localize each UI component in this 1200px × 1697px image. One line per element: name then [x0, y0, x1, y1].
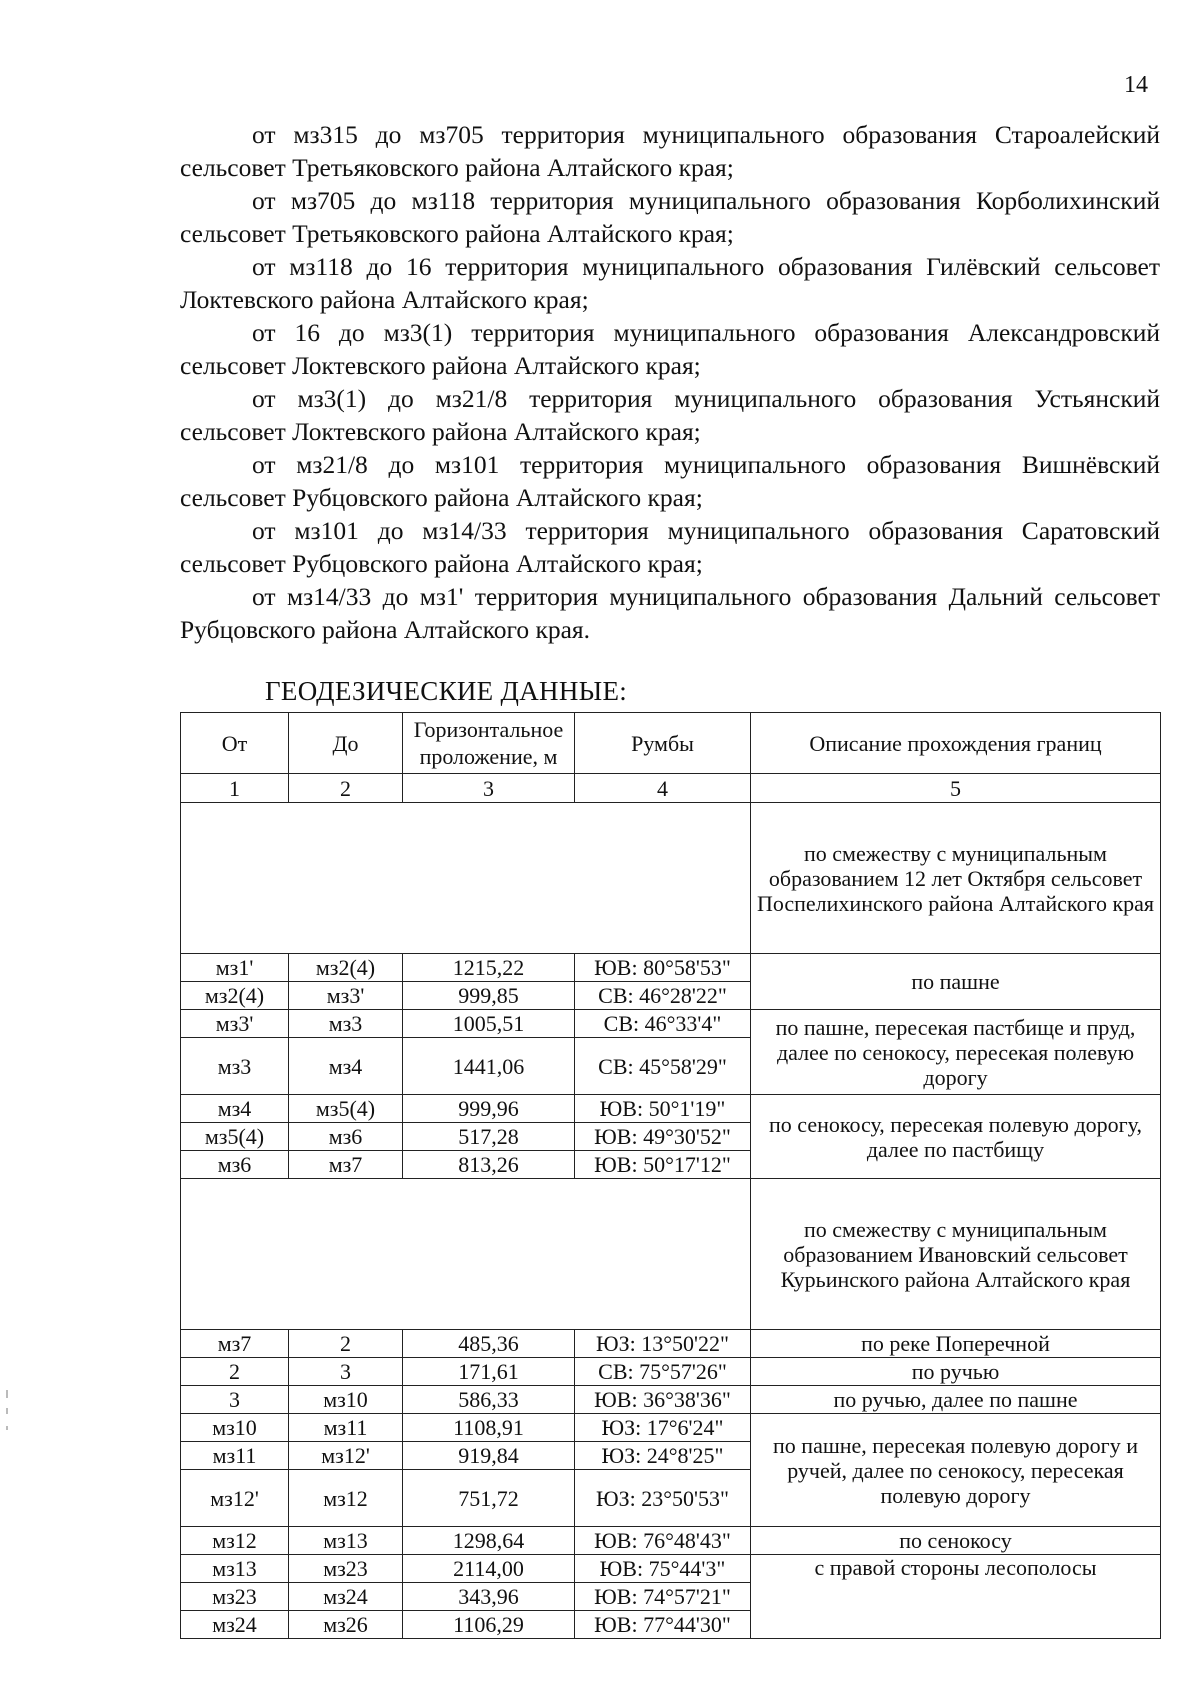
paragraph: от мз3(1) до мз21/8 территория муниципального образования Устьянский сельсовет Локтевского района Алтайского края;: [180, 384, 1160, 446]
column-number: 5: [751, 774, 1161, 803]
paragraph: от мз118 до 16 территория муниципального образования Гилёвский сельсовет Локтевского района Алтайского края;: [180, 252, 1160, 314]
paragraph: от мз315 до мз705 территория муниципального образования Староалейский сельсовет Третьяковского района Алтайского края;: [180, 120, 1160, 182]
table-row: мз2(4) мз3' 999,85 СВ: 46°28'22": [181, 982, 1161, 1010]
scan-artifact: [6, 1390, 8, 1450]
table-row: мз3' мз3 1005,51 СВ: 46°33'4" по пашне, пересекая пастбище и пруд, далее по сенокосу, пересекая полевую дорогу: [181, 1010, 1161, 1038]
boundary-description: по пашне: [751, 954, 1161, 1010]
header-to: До: [289, 713, 403, 774]
section-heading: ГЕОДЕЗИЧЕСКИЕ ДАННЫЕ:: [265, 676, 628, 706]
section-description: по смежеству с муниципальным образованием Ивановский сельсовет Курьинского района Алтайского края: [751, 1179, 1161, 1330]
boundary-description: по ручью: [751, 1358, 1161, 1386]
boundary-description: по ручью, далее по пашне: [751, 1386, 1161, 1414]
table-row: мз13 мз23 2114,00 ЮВ: 75°44'3" с правой стороны лесополосы: [181, 1555, 1161, 1583]
column-number: 1: [181, 774, 289, 803]
table-row: мз11 мз12' 919,84 ЮЗ: 24°8'25": [181, 1442, 1161, 1470]
table-row: 2 3 171,61 СВ: 75°57'26" по ручью: [181, 1358, 1161, 1386]
table-row: мз12' мз12 751,72 ЮЗ: 23°50'53": [181, 1470, 1161, 1527]
table-row: мз6 мз7 813,26 ЮВ: 50°17'12": [181, 1151, 1161, 1179]
table-row: мз3 мз4 1441,06 СВ: 45°58'29": [181, 1038, 1161, 1095]
column-number: 3: [403, 774, 575, 803]
boundary-description-text: [180, 118, 1160, 646]
table-row: мз5(4) мз6 517,28 ЮВ: 49°30'52": [181, 1123, 1161, 1151]
table-header-row: [181, 713, 1161, 774]
header-description: Описание прохождения границ: [751, 713, 1161, 774]
boundary-description: по сенокосу: [751, 1527, 1161, 1555]
paragraph: от мз101 до мз14/33 территория муниципального образования Саратовский сельсовет Рубцовского района Алтайского края;: [180, 516, 1160, 578]
boundary-description: по пашне, пересекая полевую дорогу и ручей, далее по сенокосу, пересекая полевую дорогу: [751, 1414, 1161, 1527]
boundary-description: по реке Поперечной: [751, 1330, 1161, 1358]
column-number: 4: [575, 774, 751, 803]
paragraph: от 16 до мз3(1) территория муниципального образования Александровский сельсовет Локтевского района Алтайского края;: [180, 318, 1160, 380]
header-distance: Горизонтальное проложение, м: [403, 713, 575, 774]
paragraph: от мз14/33 до мз1' территория муниципального образования Дальний сельсовет Рубцовского района Алтайского края.: [180, 582, 1160, 644]
table-row: мз4 мз5(4) 999,96 ЮВ: 50°1'19" по сенокосу, пересекая полевую дорогу, далее по пастбищу: [181, 1095, 1161, 1123]
section-row: [181, 803, 1161, 954]
paragraph: от мз705 до мз118 территория муниципального образования Корболихинский сельсовет Третьяковского района Алтайского края;: [180, 186, 1160, 248]
header-bearings: Румбы: [575, 713, 751, 774]
section-row: [181, 1179, 1161, 1330]
column-number: 2: [289, 774, 403, 803]
column-number-row: [181, 774, 1161, 803]
boundary-description: по пашне, пересекая пастбище и пруд, далее по сенокосу, пересекая полевую дорогу: [751, 1010, 1161, 1095]
table-row: мз10 мз11 1108,91 ЮЗ: 17°6'24" по пашне, пересекая полевую дорогу и ручей, далее по сенокосу, пересекая полевую дорогу: [181, 1414, 1161, 1442]
table-row: мз7 2 485,36 ЮЗ: 13°50'22" по реке Поперечной: [181, 1330, 1161, 1358]
table-row: мз1' мз2(4) 1215,22 ЮВ: 80°58'53" по пашне: [181, 954, 1161, 982]
table-row: мз23 мз24 343,96 ЮВ: 74°57'21": [181, 1583, 1161, 1611]
boundary-description: по сенокосу, пересекая полевую дорогу, далее по пастбищу: [751, 1095, 1161, 1179]
paragraph: от мз21/8 до мз101 территория муниципального образования Вишнёвский сельсовет Рубцовского района Алтайского края;: [180, 450, 1160, 512]
table-row: мз12 мз13 1298,64 ЮВ: 76°48'43" по сенокосу: [181, 1527, 1161, 1555]
header-from: От: [181, 713, 289, 774]
section-description: по смежеству с муниципальным образованием 12 лет Октября сельсовет Поспелихинского района Алтайского края: [751, 803, 1161, 954]
page-number: 14: [1124, 72, 1148, 98]
boundary-description: с правой стороны лесополосы: [751, 1555, 1161, 1639]
geodetic-data-table: [180, 712, 1161, 1639]
table-row: 3 мз10 586,33 ЮВ: 36°38'36" по ручью, далее по пашне: [181, 1386, 1161, 1414]
table-row: мз24 мз26 1106,29 ЮВ: 77°44'30": [181, 1611, 1161, 1639]
